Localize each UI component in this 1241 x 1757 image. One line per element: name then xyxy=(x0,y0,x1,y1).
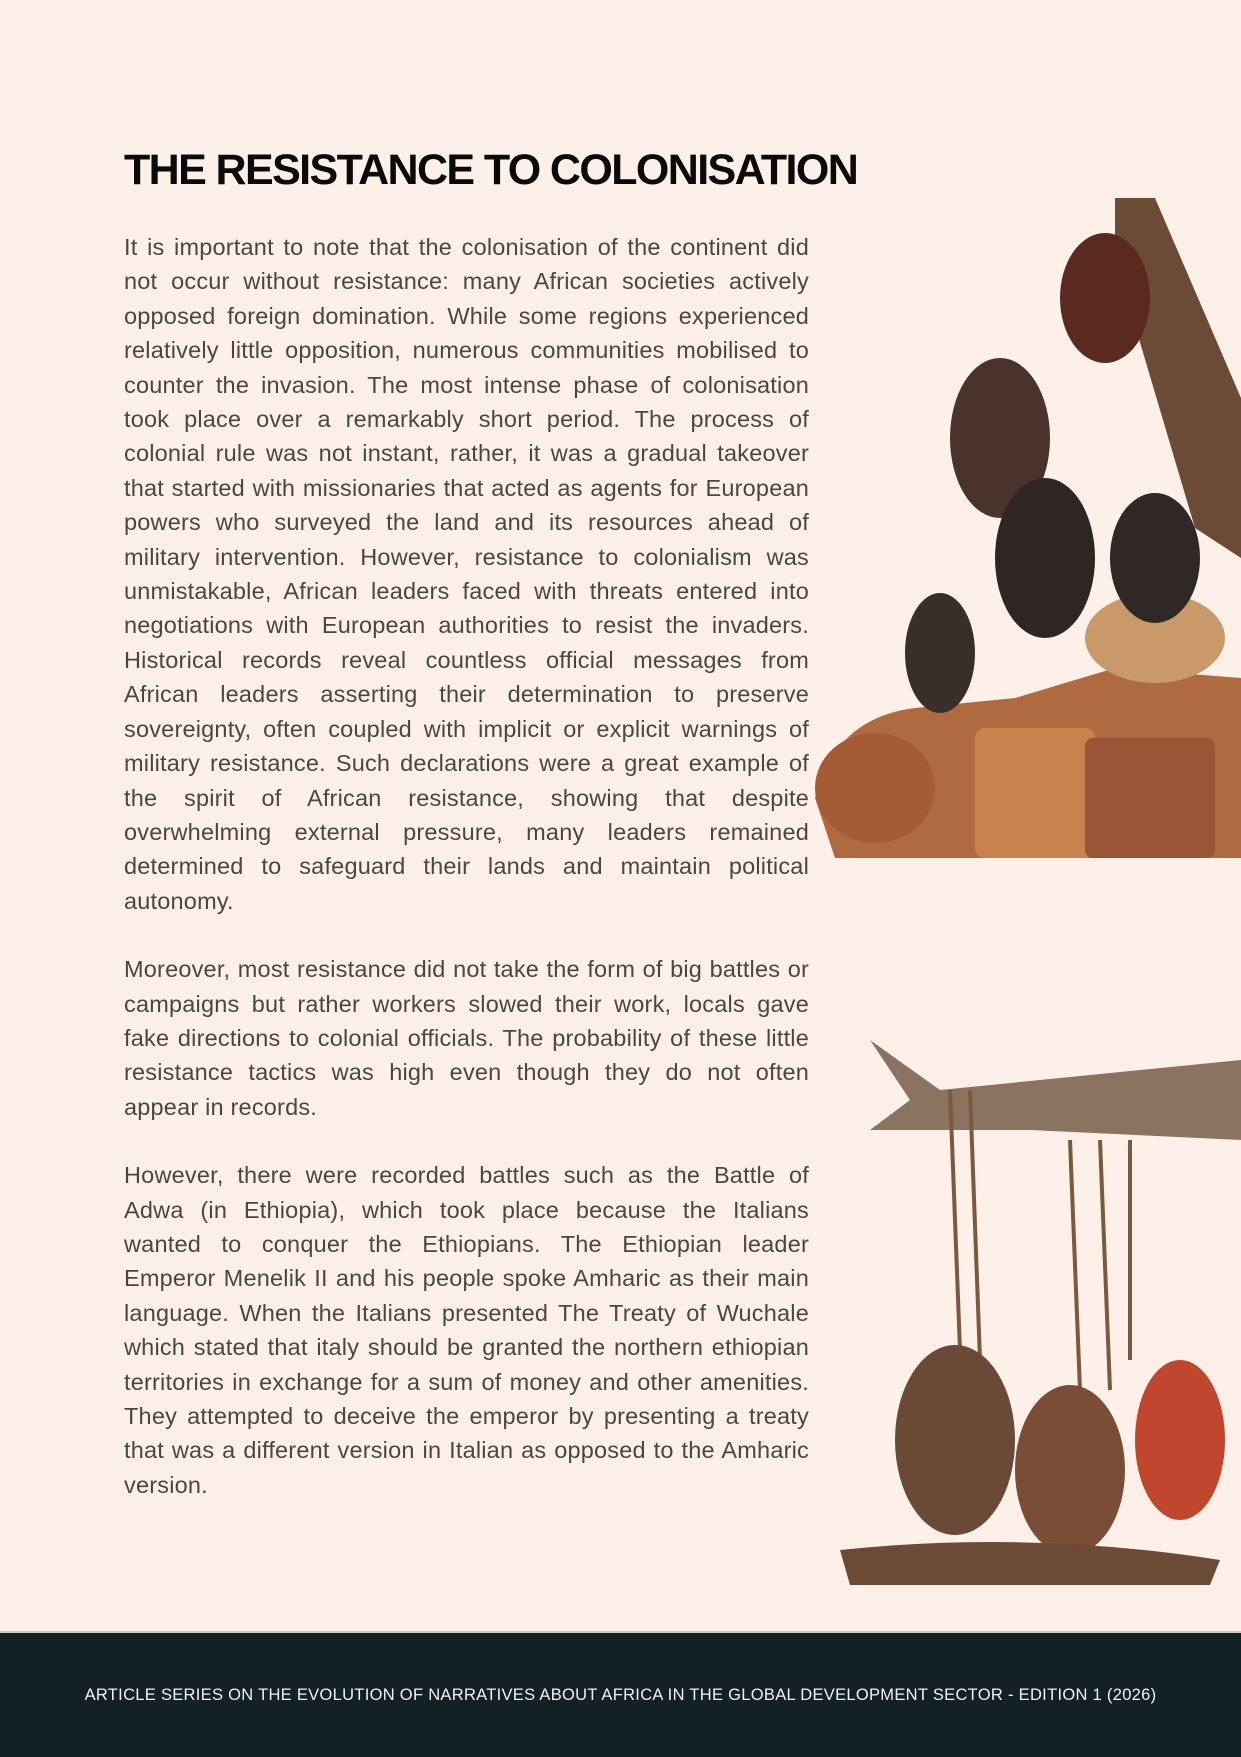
footer xyxy=(0,1631,1241,1757)
footer-text: ARTICLE SERIES ON THE EVOLUTION OF NARRATIVES ABOUT AFRICA IN THE GLOBAL DEVELOPMENT SECTOR - EDITION 1 (2026) xyxy=(84,1685,1157,1704)
paragraph: Moreover, most resistance did not take the form of big battles or campaigns but rather workers slowed their work, locals gave fake directions to colonial officials. The probability of these little resistance tactics was high even though they do not often appear in records. xyxy=(124,956,809,1120)
masks-on-rocks-image xyxy=(815,198,1241,863)
masks-hanging-image xyxy=(830,1030,1241,1590)
article-body xyxy=(124,230,809,1536)
page-title: THE RESISTANCE TO COLONISATION xyxy=(124,146,858,194)
paragraph: However, there were recorded battles such as the Battle of Adwa (in Ethiopia), which took place because the Italians wanted to conquer the Ethiopians. The Ethiopian leader Emperor Menelik II and his people spoke Amharic as their main language. When the Italians presented The Treaty of Wuchale which stated that italy should be granted the northern ethiopian territories in exchange for a sum of money and other amenities. They attempted to deceive the emperor by presenting a treaty that was a different version in Italian as opposed to the Amharic version. xyxy=(124,1162,809,1498)
paragraph: It is important to note that the colonisation of the continent did not occur without resistance: many African societies actively opposed foreign domination. While some regions experienced relatively little opposition, numerous communities mobilised to counter the invasion. The most intense phase of colonisation took place over a remarkably short period. The process of colonial rule was not instant, rather, it was a gradual takeover that started with missionaries that acted as agents for European powers who surveyed the land and its resources ahead of military intervention. However, resistance to colonialism was unmistakable, African leaders faced with threats entered into negotiations with European authorities to resist the invaders. Historical records reveal countless official messages from African leaders asserting their determination to preserve sovereignty, often coupled with implicit or explicit warnings of military resistance. Such declarations were a great example of the spirit of African resistance, showing that despite overwhelming external pressure, many leaders remained determined to safeguard their lands and maintain political autonomy. xyxy=(124,234,809,914)
